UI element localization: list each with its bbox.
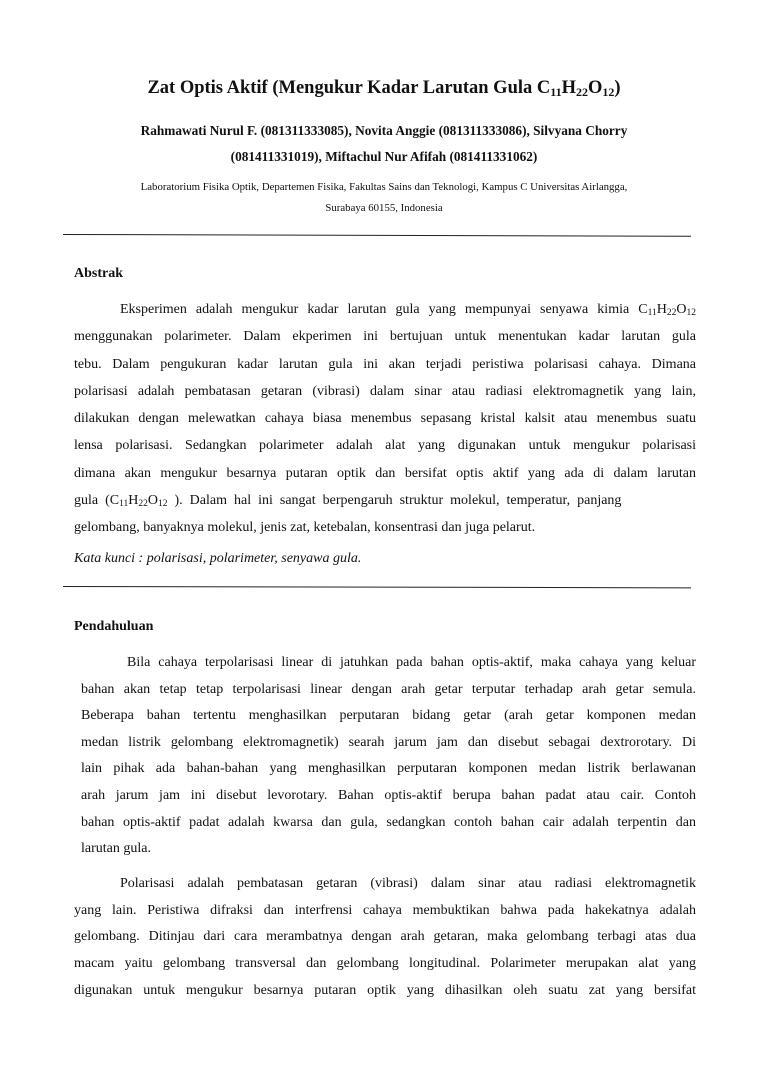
paragraph-line: bahan akan tetap tetap terpolarisasi linear dengan arah getar terputar terhadap arah getar semula.: [81, 681, 696, 697]
affiliation-line: Surabaya 60155, Indonesia: [325, 202, 443, 214]
introduction-paragraph: [74, 870, 696, 1003]
abstract-line: tebu. Dalam pengukuran kadar larutan gula ini akan terjadi peristiwa polarisasi cahaya. Dimana: [74, 356, 696, 372]
abstract-line: lensa polarisasi. Sedangkan polarimeter adalah alat yang digunakan untuk mengukur polarisasi: [74, 438, 696, 454]
abstract-line: menggunakan polarimeter. Dalam ekperimen ini bertujuan untuk menentukan kadar larutan gula: [74, 329, 696, 345]
keywords: Kata kunci : polarisasi, polarimeter, senyawa gula.: [74, 551, 362, 566]
author-line: (081411331019), Miftachul Nur Afifah (081411331062): [230, 149, 538, 164]
paragraph-line: larutan gula.: [81, 841, 151, 857]
introduction-paragraph: [81, 649, 696, 862]
affiliation: [0, 177, 768, 219]
affiliation-line: Laboratorium Fisika Optik, Departemen Fisika, Fakultas Sains dan Teknologi, Kampus C Universitas Airlangga,: [140, 181, 628, 193]
title-subscript: 12: [602, 85, 615, 99]
horizontal-divider: [63, 586, 691, 588]
abstract-line: dilakukan dengan melewatkan cahaya biasa menembus sepasang kristal kalsit atau menembus suatu: [74, 411, 696, 427]
title-text: ): [614, 78, 621, 98]
title-subscript: 22: [575, 85, 588, 99]
author-list: [0, 118, 768, 170]
author-line: Rahmawati Nurul F. (081311333085), Novita Anggie (081311333086), Silvyana Chorry: [140, 123, 628, 138]
title-text: O: [587, 78, 603, 98]
abstract-line: Eksperimen adalah mengukur kadar larutan gula yang mempunyai senyawa kimia $C_{11}H_{22}O_{12}$: [120, 302, 696, 318]
paragraph-line: yang lain. Peristiwa difraksi dan interfrensi cahaya membuktikan bahwa pada hakekatnya adalah: [74, 902, 696, 918]
paragraph-line: medan listrik gelombang elektromagnetik) searah jarum jam dan disebut sebagai dextrorotary. Di: [81, 734, 696, 750]
abstract-heading: Abstrak: [74, 266, 124, 281]
abstract-paragraph: [74, 296, 696, 542]
paragraph-line: digunakan untuk mengukur besarnya putaran optik yang dihasilkan oleh suatu zat yang bersifat: [74, 982, 696, 998]
introduction-heading: Pendahuluan: [74, 619, 154, 634]
abstract-line: dimana akan mengukur besarnya putaran optik dan bersifat optis aktif yang ada di dalam larutan: [74, 465, 696, 481]
abstract-line: gula ($C_{11}H_{22}O_{12}$ ). Dalam hal ini sangat berpengaruh struktur molekul, temperatur, panjang: [74, 493, 622, 510]
paragraph-line: Polarisasi adalah pembatasan getaran (vibrasi) dalam sinar atau radiasi elektromagnetik: [120, 876, 696, 891]
title-text: Zat Optis Aktif (Mengukur Kadar Larutan Gula C: [147, 78, 551, 98]
paragraph-line: lain pihak ada bahan-bahan yang menghasilkan perputaran komponen medan listrik berlawanan: [81, 761, 696, 777]
paragraph-line: bahan optis-aktif padat adalah kwarsa dan gula, sedangkan contoh bahan cair adalah terpentin dan: [81, 814, 696, 830]
abstract-line: gelombang, banyaknya molekul, jenis zat, ketebalan, konsentrasi dan juga pelarut.: [74, 520, 536, 536]
abstract-line: polarisasi adalah pembatasan getaran (vibrasi) dalam sinar atau radiasi elektromagnetik yang lain,: [74, 383, 696, 399]
paragraph-line: Beberapa bahan tertentu menghasilkan perputaran bidang getar (arah getar komponen medan: [81, 708, 696, 724]
paper-title: [0, 76, 768, 100]
paragraph-line: gelombang. Ditinjau dari cara merambatnya dengan arah getaran, maka gelombang terbagi atas dua: [74, 929, 696, 945]
paragraph-line: Bila cahaya terpolarisasi linear di jatuhkan pada bahan optis-aktif, maka cahaya yang keluar: [127, 655, 696, 670]
paragraph-line: macam yaitu gelombang transversal dan gelombang longitudinal. Polarimeter merupakan alat yang: [74, 956, 696, 972]
horizontal-divider: [63, 234, 691, 237]
paragraph-line: arah jarum jam ini disebut levorotary. Bahan optis-aktif berupa bahan padat atau cair. Contoh: [81, 787, 696, 803]
title-text: H: [561, 78, 576, 98]
title-subscript: 11: [550, 85, 562, 99]
